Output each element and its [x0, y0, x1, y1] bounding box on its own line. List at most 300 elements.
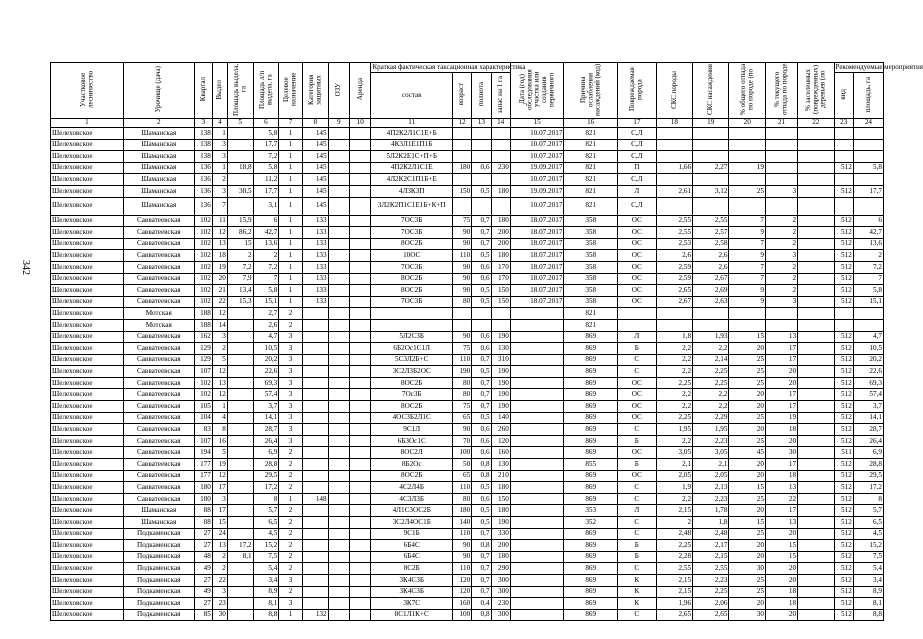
table-cell: [798, 586, 834, 598]
table-cell: [350, 139, 371, 151]
table-cell: 10.07.2017: [510, 128, 564, 140]
table-cell: 25: [729, 377, 765, 389]
table-cell: 138: [194, 139, 212, 151]
table-cell: 162: [194, 331, 212, 343]
table-cell: 15: [227, 238, 253, 250]
table-cell: 1: [279, 128, 303, 140]
table-cell: 20: [729, 389, 765, 401]
table-cell: [302, 401, 328, 413]
table-cell: 4ОС3Б2Л1С: [371, 412, 452, 424]
table-cell: Шелеховское: [51, 563, 124, 575]
table-cell: 3,4: [253, 574, 279, 586]
table-cell: 5,8: [253, 285, 279, 297]
table-cell: 5Л2С3Б: [371, 331, 452, 343]
table-cell: 21: [212, 285, 227, 297]
table-cell: 1,66: [656, 162, 692, 174]
table-cell: [227, 308, 253, 320]
table-cell: 290: [491, 563, 510, 575]
table-cell: [350, 250, 371, 262]
table-cell: 145: [302, 128, 328, 140]
table-cell: 29,5: [853, 470, 883, 482]
table-cell: 869: [564, 598, 618, 610]
table-cell: 90: [452, 285, 471, 297]
table-cell: [798, 185, 834, 197]
table-cell: [729, 308, 765, 320]
table-cell: 2: [279, 482, 303, 494]
table-cell: Шелеховское: [51, 308, 124, 320]
table-cell: [510, 459, 564, 471]
table-cell: 70: [452, 435, 471, 447]
table-cell: [350, 308, 371, 320]
table-cell: [510, 412, 564, 424]
table-cell: Шелеховское: [51, 185, 124, 197]
table-cell: [834, 197, 853, 215]
table-cell: Шелеховское: [51, 331, 124, 343]
table-cell: [350, 435, 371, 447]
table-cell: [302, 377, 328, 389]
table-cell: Шелеховское: [51, 366, 124, 378]
table-cell: 2,25: [656, 540, 692, 552]
table-cell: [328, 412, 349, 424]
table-row: [51, 551, 884, 563]
table-cell: 10,5: [853, 343, 883, 355]
table-cell: Шелеховское: [51, 162, 124, 174]
table-cell: [798, 285, 834, 297]
table-cell: 0,5: [472, 296, 491, 308]
table-cell: [350, 412, 371, 424]
table-cell: [227, 139, 253, 151]
table-cell: Шелеховское: [51, 459, 124, 471]
table-cell: 1,8: [656, 331, 692, 343]
table-cell: [227, 435, 253, 447]
table-cell: 15,1: [853, 296, 883, 308]
table-cell: [452, 128, 471, 140]
table-cell: 512: [834, 598, 853, 610]
table-cell: 2,25: [656, 412, 692, 424]
table-cell: [227, 482, 253, 494]
table-cell: 15,9: [227, 215, 253, 227]
table-cell: 869: [564, 412, 618, 424]
table-cell: [350, 377, 371, 389]
table-cell: Савватеевская: [123, 459, 194, 471]
table-cell: С: [618, 517, 657, 529]
table-cell: 2,2: [656, 493, 692, 505]
table-cell: [729, 128, 765, 140]
column-number: 20: [729, 119, 765, 128]
table-cell: [302, 470, 328, 482]
table-cell: 8,1: [253, 598, 279, 610]
table-cell: 129: [194, 343, 212, 355]
table-cell: 57,4: [253, 389, 279, 401]
table-row: [51, 227, 884, 239]
table-cell: 38,5: [227, 185, 253, 197]
table-cell: 358: [564, 261, 618, 273]
table-cell: [328, 174, 349, 186]
table-cell: 2: [853, 250, 883, 262]
table-cell: Савватеевская: [123, 377, 194, 389]
table-cell: [328, 459, 349, 471]
table-cell: Б: [618, 551, 657, 563]
table-cell: С,Л: [618, 197, 657, 215]
table-cell: 8,9: [853, 586, 883, 598]
table-cell: 12: [212, 470, 227, 482]
table-cell: [328, 261, 349, 273]
table-cell: 6,9: [253, 447, 279, 459]
table-cell: [227, 197, 253, 215]
table-cell: Подкаменская: [123, 598, 194, 610]
table-cell: 3К7С: [371, 598, 452, 610]
table-cell: ОС: [618, 215, 657, 227]
table-cell: 133: [302, 227, 328, 239]
header-group-recommended: Рекомендуемые мероприятия: [835, 62, 923, 71]
table-cell: 25: [729, 185, 765, 197]
table-cell: [510, 598, 564, 610]
table-cell: [798, 598, 834, 610]
table-cell: Шаманская: [123, 139, 194, 151]
table-cell: 2,2: [693, 389, 729, 401]
table-cell: 4Л3К3П: [371, 185, 452, 197]
table-row: [51, 308, 884, 320]
table-cell: [328, 563, 349, 575]
table-cell: 136: [194, 174, 212, 186]
table-cell: 180: [491, 505, 510, 517]
table-cell: 869: [564, 609, 618, 621]
table-cell: Савватеевская: [123, 285, 194, 297]
table-cell: 20: [765, 528, 797, 540]
table-cell: 26,4: [253, 435, 279, 447]
table-cell: 28,7: [253, 424, 279, 436]
table-cell: Савватеевская: [123, 435, 194, 447]
table-cell: Савватеевская: [123, 238, 194, 250]
table-cell: [798, 174, 834, 186]
table-cell: 2,55: [656, 563, 692, 575]
table-cell: [656, 151, 692, 163]
table-cell: 869: [564, 551, 618, 563]
table-row: [51, 215, 884, 227]
table-cell: 20: [729, 470, 765, 482]
table-cell: [350, 540, 371, 552]
table-cell: [328, 528, 349, 540]
table-cell: [452, 197, 471, 215]
table-cell: 28,8: [853, 459, 883, 471]
table-cell: [510, 319, 564, 331]
table-cell: 22,6: [853, 366, 883, 378]
table-cell: 4С3Л3Б: [371, 493, 452, 505]
table-row: [51, 528, 884, 540]
table-cell: Шелеховское: [51, 482, 124, 494]
table-row: [51, 319, 884, 331]
table-cell: [729, 197, 765, 215]
table-cell: 160: [452, 598, 471, 610]
table-cell: Подкаменская: [123, 574, 194, 586]
table-cell: 25: [729, 574, 765, 586]
table-cell: 15,2: [253, 540, 279, 552]
table-cell: [227, 401, 253, 413]
table-cell: [510, 540, 564, 552]
table-cell: 0,5: [472, 285, 491, 297]
table-cell: 133: [302, 250, 328, 262]
table-cell: 18.07.2017: [510, 273, 564, 285]
table-cell: 90: [452, 273, 471, 285]
table-cell: 19: [212, 459, 227, 471]
table-cell: [693, 139, 729, 151]
table-cell: [328, 389, 349, 401]
table-cell: 18: [212, 250, 227, 262]
table-cell: 1: [279, 273, 303, 285]
table-cell: 0,7: [472, 528, 491, 540]
table-cell: 9: [729, 296, 765, 308]
table-cell: 3С2Л3Б2ОС: [371, 366, 452, 378]
table-cell: 6,5: [853, 517, 883, 529]
table-cell: [227, 528, 253, 540]
table-cell: 821: [564, 308, 618, 320]
table-cell: [302, 412, 328, 424]
table-cell: 27: [194, 598, 212, 610]
table-cell: [693, 308, 729, 320]
table-cell: [227, 128, 253, 140]
table-cell: 6: [853, 215, 883, 227]
table-cell: [798, 331, 834, 343]
table-cell: [350, 151, 371, 163]
table-cell: 133: [302, 273, 328, 285]
table-cell: Савватеевская: [123, 343, 194, 355]
table-cell: 2: [279, 517, 303, 529]
table-cell: 8,1: [853, 598, 883, 610]
table-cell: 12: [212, 366, 227, 378]
table-cell: 49: [194, 563, 212, 575]
table-cell: 7ОС3Б: [371, 261, 452, 273]
table-cell: [302, 540, 328, 552]
table-cell: [227, 174, 253, 186]
table-cell: 512: [834, 331, 853, 343]
table-cell: 30: [729, 563, 765, 575]
table-cell: [798, 215, 834, 227]
table-cell: 90: [452, 238, 471, 250]
table-cell: Мотская: [123, 319, 194, 331]
table-cell: 13: [765, 482, 797, 494]
table-row: [51, 377, 884, 389]
table-cell: [656, 319, 692, 331]
table-cell: [472, 128, 491, 140]
table-cell: 150: [491, 493, 510, 505]
table-cell: 2,05: [656, 470, 692, 482]
table-cell: 18.07.2017: [510, 261, 564, 273]
table-cell: 145: [302, 185, 328, 197]
table-cell: 2,1: [693, 459, 729, 471]
table-cell: 2,48: [693, 528, 729, 540]
table-cell: 3: [212, 185, 227, 197]
table-cell: 3: [279, 412, 303, 424]
table-cell: Шелеховское: [51, 493, 124, 505]
table-cell: 8,8: [253, 609, 279, 621]
table-cell: 136: [194, 185, 212, 197]
table-cell: 512: [834, 354, 853, 366]
table-cell: 0,7: [472, 377, 491, 389]
table-cell: 869: [564, 493, 618, 505]
column-number: 17: [618, 119, 657, 128]
table-cell: [328, 517, 349, 529]
table-cell: 7,9: [227, 273, 253, 285]
table-cell: 107: [194, 435, 212, 447]
table-cell: Шелеховское: [51, 540, 124, 552]
table-cell: 12: [212, 389, 227, 401]
table-cell: [350, 174, 371, 186]
table-cell: 512: [834, 162, 853, 174]
table-cell: 869: [564, 563, 618, 575]
table-cell: [302, 447, 328, 459]
table-cell: 0,7: [472, 215, 491, 227]
table-cell: Шаманская: [123, 505, 194, 517]
table-cell: [227, 151, 253, 163]
table-cell: [798, 227, 834, 239]
table-cell: 17,2: [227, 540, 253, 552]
table-cell: 65: [452, 412, 471, 424]
table-cell: 2,57: [693, 227, 729, 239]
table-cell: [302, 586, 328, 598]
table-cell: [328, 162, 349, 174]
table-cell: 13,6: [253, 238, 279, 250]
table-cell: 3: [279, 401, 303, 413]
table-cell: 1: [279, 197, 303, 215]
table-cell: 190: [452, 366, 471, 378]
table-cell: [729, 174, 765, 186]
table-cell: 88: [194, 505, 212, 517]
table-cell: 512: [834, 366, 853, 378]
table-cell: 4,7: [853, 331, 883, 343]
table-cell: [853, 128, 883, 140]
table-cell: Шелеховское: [51, 609, 124, 621]
table-cell: 2,7: [253, 308, 279, 320]
table-cell: 18,8: [227, 162, 253, 174]
table-cell: 2: [227, 250, 253, 262]
table-cell: Савватеевская: [123, 389, 194, 401]
table-row: [51, 174, 884, 186]
table-cell: [302, 343, 328, 355]
table-cell: [798, 563, 834, 575]
table-cell: [328, 366, 349, 378]
table-cell: 90: [452, 551, 471, 563]
table-cell: [491, 151, 510, 163]
table-cell: [798, 389, 834, 401]
table-cell: Шелеховское: [51, 273, 124, 285]
table-cell: 0,7: [472, 389, 491, 401]
table-cell: 8ОС2Б: [371, 377, 452, 389]
table-cell: [798, 296, 834, 308]
table-cell: 25: [729, 435, 765, 447]
table-cell: [729, 139, 765, 151]
table-cell: 105: [194, 401, 212, 413]
table-cell: [798, 354, 834, 366]
table-cell: 4П2К2Л1С1Е+Б: [371, 128, 452, 140]
table-cell: [452, 151, 471, 163]
table-cell: 8: [212, 424, 227, 436]
table-cell: [510, 366, 564, 378]
table-cell: 132: [302, 609, 328, 621]
header-cell: возраст: [452, 72, 471, 118]
table-cell: [798, 273, 834, 285]
table-cell: 358: [564, 250, 618, 262]
table-cell: [350, 574, 371, 586]
table-cell: 2,55: [656, 227, 692, 239]
table-cell: 0,5: [472, 517, 491, 529]
table-cell: 1: [212, 162, 227, 174]
table-cell: С: [618, 354, 657, 366]
table-cell: [302, 308, 328, 320]
table-cell: 177: [194, 470, 212, 482]
table-cell: 3: [765, 296, 797, 308]
table-cell: 13: [765, 517, 797, 529]
table-row: [51, 517, 884, 529]
table-cell: 102: [194, 227, 212, 239]
table-cell: 180: [452, 162, 471, 174]
table-cell: [328, 540, 349, 552]
table-cell: 140: [452, 517, 471, 529]
table-cell: [798, 319, 834, 331]
table-cell: [350, 424, 371, 436]
table-cell: 2,6: [253, 319, 279, 331]
table-cell: [350, 470, 371, 482]
table-cell: 22: [212, 296, 227, 308]
table-row: [51, 197, 884, 215]
table-cell: [328, 482, 349, 494]
table-cell: 100: [452, 447, 471, 459]
table-cell: [452, 319, 471, 331]
table-cell: [510, 389, 564, 401]
table-row: [51, 162, 884, 174]
table-cell: 3Л2К2П1С1Е1Б+К+П: [371, 197, 452, 215]
table-cell: 30: [765, 447, 797, 459]
table-cell: 0,6: [472, 162, 491, 174]
table-cell: 15,3: [227, 296, 253, 308]
table-cell: Подкаменская: [123, 540, 194, 552]
table-cell: 2,13: [693, 482, 729, 494]
table-cell: 0,6: [472, 343, 491, 355]
table-cell: [328, 598, 349, 610]
table-cell: 0,6: [472, 435, 491, 447]
table-cell: 20: [729, 401, 765, 413]
table-cell: 2: [279, 459, 303, 471]
table-cell: 190: [491, 331, 510, 343]
table-cell: 2,2: [656, 435, 692, 447]
table-cell: 15,2: [853, 540, 883, 552]
table-cell: 3,12: [693, 185, 729, 197]
table-cell: ОС: [618, 447, 657, 459]
table-cell: Б: [618, 435, 657, 447]
table-cell: [491, 308, 510, 320]
table-cell: 10.07.2017: [510, 197, 564, 215]
table-cell: ОС: [618, 238, 657, 250]
header-cell: Аренда: [350, 63, 371, 119]
table-cell: Шаманская: [123, 162, 194, 174]
table-cell: 2,2: [656, 366, 692, 378]
table-cell: [798, 238, 834, 250]
table-cell: Шаманская: [123, 151, 194, 163]
table-cell: [472, 151, 491, 163]
table-cell: 4Л1С3ОС2Б: [371, 505, 452, 517]
table-cell: Подкаменская: [123, 586, 194, 598]
table-cell: Шаманская: [123, 128, 194, 140]
table-cell: К: [618, 586, 657, 598]
table-cell: 7ОС3Б: [371, 215, 452, 227]
table-cell: 150: [452, 185, 471, 197]
table-cell: 19: [212, 261, 227, 273]
table-cell: [328, 551, 349, 563]
table-cell: [328, 238, 349, 250]
table-cell: 25: [729, 528, 765, 540]
table-cell: [798, 470, 834, 482]
table-cell: 2,67: [656, 296, 692, 308]
table-cell: 2,28: [656, 551, 692, 563]
